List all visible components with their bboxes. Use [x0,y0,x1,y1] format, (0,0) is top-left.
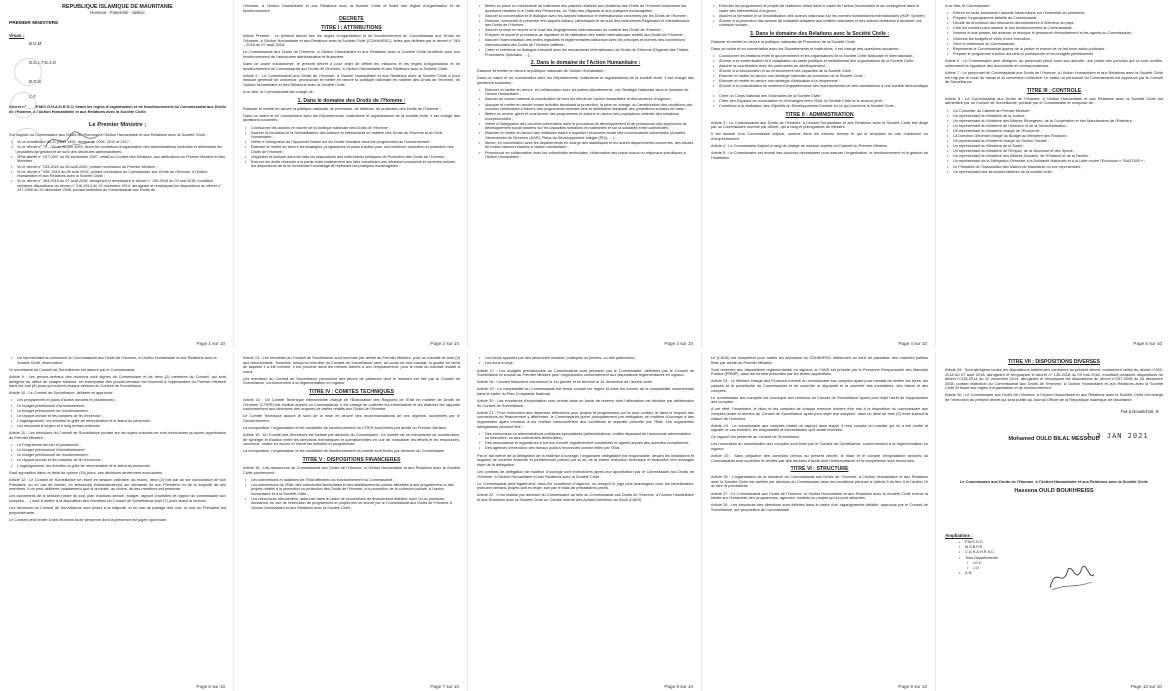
title-heading: TITRE IV : COMITES TECHNIQUES [308,389,395,396]
list-item: • Représente le Commissariat auprès de la justice et exerce de ce fait toute action judiciaire ; [953,47,1163,52]
paragraph: Article 17 : Les budgets prévisionnels du Commissariat sont préparés par le Commissaire, délibérés par le Conseil de Surveillance et soumis au Premier Ministre pour l’approbation conformément aux dispositions réglementaires en vigueur. [477,367,694,378]
paragraph: Elaborer et mettre en œuvre la politique nationale de promotion, de défense, de protection des Droits de l’Homme ; [243,105,441,111]
list-item: • Des entreprises ou administrations publiques spécialisées (administrations, entités disposant de l’autonomie administrative ou financière, ou des collectivités territoriales) ; [485,432,694,441]
list-item: • Elaborer et mettre en œuvre des initiatives visant à impulser l’économie locale des communautés vulnérables (Activités Génératrices de Revenus (AGR), Plans de Développement Intégré (PDI), …) ; [485,131,694,140]
paragraph: Article 27 : Le Commissariat aux Droits de l’Homme, à l’Action Humanitaire et aux Relations avec la Société Civile exerce la tutelle sur l’ensemble des programmes, agences, instituts ou projets qui lui sont rattachés. [711,490,928,501]
list-item: • Appuyer et mettre en œuvre toutes activités favorisant la protection, la prise en charge, ou l’amélioration des conditions des couches vulnérables à travers des programmes orientés vers la distribution équitable des prestations sociales de base ; [485,103,694,112]
title-heading: TITRE III : CONTROLE [1026,87,1082,94]
ampliations-label: Ampliations : [945,533,973,539]
list-item: • Contribuer à la réalisation des Objectifs du Développement Durable en ce qui concerne la Société Civile ; [719,104,928,109]
paragraph: Article 15 : Un Comité des Directeurs est institué par décision du Commissaire. Ce comité est un mécanisme de coordination, de synergie et d’action entre les directions thématiques et opérationnelles en vue de mutualiser les efforts et les ressources, concevoir, mettre en œuvre et suivre les activités et programmes. [243,432,460,447]
list-item: • Vu le décret n° 157-2007 du 06 septembre 2007, relatif au Conseil des Ministres, aux attributions du Premier Ministre et des Ministres ; [17,155,226,164]
list-item: • Un représentant des structures faîtières de la société civile ; [953,170,1163,175]
official-seal-stamp [14,58,42,86]
page-number: Page 6 sur 10 [196,684,225,689]
list-item: • Tous Départements [965,556,1163,561]
list-item: • Les subventions de l’Etat, des collectivités territoriales et des établissements publics affectées à des programmes ou des projets relatifs à la promotion ou protection des Droits de l’Homme, à la promotion de la cohésion sociale, à l’action humanitaire et à la Société Civile ; [251,483,460,497]
bullet-list [945,11,1163,56]
paragraph: Article 19 : La comptabilité du Commissariat est tenue suivant les règles et dans les formes de la comptabilité commerciale dans le cadre du Plan Comptable National. [477,386,694,396]
list-item: • Le budget prévisionnel de fonctionnement ; [17,453,226,458]
section-heading: 3. Dans le domaine des Relations avec la Société Civile : [749,30,890,37]
intro-paragraph: Sur rapport du Commissaire aux Droits de l’Homme, à l’Action Humanitaire et aux Relations avec la Société Civile ; [9,132,208,138]
page-6 [0,352,234,691]
bullet-list [711,4,928,28]
list-item: • Un représentant du Ministère chargé de l’Action Sociale ; [953,139,1163,144]
paragraph: Article 20 : Les excédents d’exploitation sont versés dans un fonds de réserve dont l’affectation est décidée par délibération du Conseil de Surveillance. [477,398,694,408]
paragraph: Sauf opposition dans un délai de quinze (15) jours, ces décisions deviennent exécutoires. [9,470,164,475]
list-item: • Assurer la concertation et le dialogue avec les acteurs nationaux et internationaux concernés par les Droits de l’Homme ; [485,14,694,19]
list-item: • Prépare l’organigramme détaillé du Commissariat ; [953,16,1163,21]
list-item: • Un représentant du Ministère de l’Emploi, de la Jeunesse et des Sports ; [953,149,1163,154]
list-item: • Mettre en place un mécanisme de traitement des plaintes relatives aux violations des Droits de l’Homme notamment les questions relatives à la Traite des Personnes, au Trafic des Migrants et aux pratiques esclavagistes ; [485,4,694,13]
paragraph: Article 30 : Le Commissaire aux Droits de l’Homme, à l’Action Humanitaire et aux Relations avec la Société Civile est chargé de l’exécution du présent décret qui sera publié au Journal Officiel de la République Islamique de Mauritanie. [945,392,1163,403]
list-item: • Veiller à l’intégration de l’Approche Basée sur les Droits Humains dans les programmes du Gouvernement ; [251,140,460,145]
paragraph: Par le fait même de la délégation de la maîtrise d’ouvrage, l’organisme délégataire est responsable, devant les institutions et organes de contrôle financier et juridictionnel prévus par la loi, de la bonne exécution technique et financière des ouvrages objet de la délégation. [477,452,694,467]
bottom-row [0,352,1170,691]
list-item: • Préparer et suivre le processus de signature et de ratification des traités internationaux relatifs aux Droits de l’Homme ; [485,33,694,38]
list-item: • Mettre en œuvre, gérer et coordonner des programmes et actions en faveur des populations victimes des situations exceptionnelles ; [485,112,694,121]
paragraph: Le (CIAIS) est compétent pour toutes les dépenses du CDHAHRSC inférieures au seuil de passation des marchés publics fixés par arrêté du Premier Ministre. [711,355,928,365]
page-10 [936,352,1170,691]
page-8 [468,352,702,691]
list-item: • Ordonne les budgets et veille à leur exécution ; [953,37,1163,42]
page-number: Page 10 sur 10 [1130,684,1162,689]
visa-item: B.O.M [29,41,42,46]
list-item: • Un représentant du Ministère des Affaires Sociales, de l’Enfance et de la Famille ; [953,154,1163,159]
list-item: • Les fonds apportés par des personnes morales, publiques ou privées, ou des particuliers ; [485,356,694,361]
list-item: • Le rapport annuel et les comptes de fin d’exercice ; [17,458,226,463]
motto: Honneur - Fraternité - Justice [90,10,145,15]
list-item: • Un représentant du Ministère de l’Intérieur et de la Décentralisation ; [953,124,1163,129]
paragraph: Les membres du Conseil de Surveillance perçoivent des jetons de présence dont le montant est fixé par le Conseil de Surveillance, conformément à la réglementation en vigueur. [243,375,460,386]
title-heading: TITRE V : DISPOSITIONS FINANCIERES [302,457,401,463]
list-item: • Vu le décret n° 263-2018 du 07 août 2018, abrogeant et remplaçant le décret n° 135-2018 du 03 mai 2018, modifiant certaines dispositions du décret n° 216-2014 du 12 novembre 2014, abrogeant et remplaçant les dispositions du décret n° 247-2008 du 24 décembre 2008, portant institution du Commissariat aux Droits de [17,179,226,193]
paragraph: Dans ce cadre et en concertation avec les Départements, institutions et organisations de la société civile, il est chargé des questions suivantes : [243,112,460,123]
list-item: • P.M/S.G.G [965,540,1163,545]
page-number: Page 9 sur 10 [898,684,927,689]
place-and-date: Fait à Nouakchott, le [1120,408,1159,414]
paragraph: Les contrats de délégation de maîtrise d’ouvrage sont exécutoires après leur approbation par le Commissaire aux Droits de l’Homme, à l’Action Humanitaire et aux Relations avec la Société Civile. [477,469,694,479]
paragraph: Article 6 : Le Commissaire peut déléguer, au personnel placé sous son autorité, une partie des pouvoirs qui lui sont confiés, notamment la signature des documents et correspondances. [945,58,1163,68]
page-number: Page 7 sur 10 [430,684,459,689]
paragraph: Dans ce cadre et en concertation avec les Départements, institutions et organisations de la société civile, il est chargé des questions suivantes : [477,75,694,85]
list-item: • Vu le décret n° 75 – 93 du 06 juin 1993, fixant les conditions d’organisation des administrations centrales et définissant les modalités de gestion et de suivi des structures administratives ; [17,145,226,154]
paragraph: Il est assisté d’un Commissaire Adjoint, nommé dans les mêmes formes et qui le remplace en cas d’absence ou d’empêchement. [711,131,928,141]
list-item: • Œuvrer à la structuration et au renforcement des capacités de la Société Civile ; [719,69,928,74]
considerants-list [9,140,226,192]
title-heading: TITRE I : ATTRIBUTIONS [321,25,382,32]
ampliations-list [945,540,1163,575]
title-heading: TITRE VII : DISPOSITIONS DIVERSES [1008,359,1100,365]
list-item: • Les dons et legs. [485,361,694,366]
paragraph: A ce titre, le Commissaire : [945,3,992,8]
list-item: • Créer un Corps National des Volontaires de la Société Civile ; [719,94,928,99]
paragraph: Ce rapport est présenté au Conseil de Surveillance. [711,434,801,440]
list-item: • Vu le décret n° 339- 2019 du 08 août 2019, portant nomination du Commissaire aux Droits de l’Homme, à l’Action Humanitaire et aux Relations avec la Société Civile ; [17,170,226,179]
page-7 [234,352,468,691]
paragraph: Article 12 : Le Conseil de Surveillance se réunit en session ordinaire, au moins, deux (2) fois par an sur convocation de son Président, ou en cas de besoin, en session(s) extraordinaire(s) sur demande de son Président ou de la majorité de ses membres. Il ne peut délibérer valablement que si la moitié, au moins, de ses membres est présente. [9,477,226,492]
list-item: • Vu le décret n° 153-2020 du 06 août 2020, portant nomination du Premier Ministre ; [17,165,226,170]
list-item: • Exécuter les programmes et projets de résilience cibles dans le cadre de l’action humanitaire et de contingence dans le cadre des interventions d’urgence ; [719,4,928,13]
list-item: • Les programmes et plans d’action annuels et pluriannuels ; [17,398,226,403]
visas-label: Visas : [9,34,25,39]
lead-paragraph: l’Homme, à l’Action Humanitaire et aux Relations avec la Société Civile et fixant ses règles d’organisation et de fonctionnement. [243,3,460,13]
list-item: • Assurer la formation et la Sensibilisation des Acteurs et intervenants en matière des Droits de l’Homme et du Droit Humanitaire ; [251,131,460,140]
paragraph: Article Premier : Le présent décret fixe les règles d’organisation et de fonctionnement du Commissariat aux Droits de l’Homme, à l’Action Humanitaire et aux Relations avec la Société Civile (CDHAHRSC), telles que définies par le décret n° 263 – 2018 du 07 août 2018. [243,33,460,48]
paragraph: Article 8 : Le Commissariat aux Droits de l’Homme, à l’Action Humanitaire et aux Relations avec la Société Civile est administré par un Conseil de Surveillance, présidé par le Commissaire et composé de : [945,95,1163,106]
list-item: • Crée les comités pour assurer le bon fonctionnement du Commissariat ; [953,26,1163,31]
paragraph: Sont réservés aux dispositions réglementaires en vigueur, le CIAIS est présidé par la Personne Responsable des Marchés Publics (PRMP), dans les formes prescrites par les textes applicables. [711,366,928,377]
page-number: Page 5 sur 10 [1133,341,1162,346]
page-number: Page 8 sur 10 [664,684,693,689]
list-item: • Prépare le programme d’action annuels et pluriannuels et les budgets prévisionnels. [953,52,1163,57]
list-item: • Le budget prévisionnel d’investissement ; [17,404,226,409]
paragraph: Article 10 : Le Conseil de Surveillance, délibère et approuve : [9,390,115,396]
title-heading: TITRE II : ADMINISTRATION [785,111,854,118]
list-item: • Assurer au niveau national la coordination de tous les efforts de l’action humanitaire et des secteurs d’urgence ; [485,97,694,102]
list-item: • Créer des Espaces de concertation et d’échanges entre l’Etat, la Société Civile et le secteur privé ; [719,99,928,104]
paragraph: Article 22 : Il est institué par décision du Commissaire au sein du Commissariat aux Droits de l’Homme, à l’Action Humanitaire et aux Relations avec la Société Civile un Comité Interne des Achats Inférieurs au Seuil (CIAIS). [477,492,694,503]
paragraph: A ce titre, le Commissariat est chargé de : [243,89,316,95]
list-item: • Un représentant du Ministère de la Justice ; [953,114,1163,119]
paragraph: Les honoraires du commissaire aux comptes sont fixés par le Conseil de Surveillance, conformément à la réglementation en vigueur. [711,441,928,451]
paragraph: Elaborer et mettre en œuvre la politique nationale de l’Action Humanitaire ; [477,68,606,74]
list-item: • Des agences d’exécution des travaux publics reconnues comme telles par l’Etat. [485,446,694,451]
section-heading: 2. Dans le domaine de l’Action Humanitaire : [530,60,641,67]
page-number: Page 3 sur 10 [664,341,693,346]
paragraph: Dans ce cadre et en concertation avec les Départements et institutions, il est chargé des questions suivantes : [711,45,901,51]
list-item: • Créer et entretenir un dialogue interactif avec les mécanismes internationaux de Droits de l’Homme (Organes des Traités, Procédures Spéciales, …) ; [485,48,694,57]
list-item: • A.N [965,571,1163,576]
list-item: • Vu la constitution du 20 juillet 1991, révisée en 2006, 2012 et 2017 ; [17,140,226,145]
page-4 [702,0,936,348]
prime-minister-name: Mohamed OULD BILAL MESSOUD [1008,435,1100,442]
paragraph: Article 18 : L’année financière commence le 1er janvier et se termine le 31 décembre de l’année civile. [477,379,653,385]
bullet-list [477,88,694,160]
bullet-list [9,356,226,365]
bullet-list [711,54,928,109]
page-9 [702,352,936,691]
paragraph: Article 9 : Les procès-verbaux des réunions sont signés du Commissaire et de deux (2) membres du Conseil, qui sont désignés au début de chaque session. Un exemplaire des procès-verbaux est transmis à l’approbation du Premier Ministre dans les huit (8) jours qui suivent chaque session du Conseil de Surveillance. [9,374,226,389]
ministry-label: PREMIER MINISTERE [9,21,59,26]
list-item: • Elaborer et mettre en œuvre les stratégies, programmes et plans d’action pour une meilleure promotion et protection des Droits de l’Homme ; [251,145,460,154]
list-item: • Le budget prévisionnel d’investissement ; [17,448,226,453]
list-item: • Exercer les droits réservés à la partie civile relativement aux faits constituant une infraction poursuivie et réprimée suivant les dispositions de la loi incriminant l’esclavage et réprimant les pratiques esclavagistes ; [251,160,460,169]
list-item: • Décide de la création des structures déconcentrées à l’intérieur du pays ; [953,21,1163,26]
paragraph: Article 26 : L’organisation de la structure du Commissariat aux Droits de l’Homme, à l’Action Humanitaire et aux Relations avec la Société Civile est arrêtée par décision du Commissaire dans les conditions prévues à l’article 5 du titre II et l’article 10 du titre III précédents. [711,474,928,489]
paragraph: Article 23 : Le Ministre chargé des Finances nomme un commissaire aux comptes ayant pour mandat de vérifier les livres, les caisses et le portefeuille du Commissariat et de contrôler la régularité et la sincérité des inventaires, des bilans et des comptes. [711,378,928,393]
list-item: • Vulgariser et traduire dans les faits les dispositions des instruments juridiques de Protection des Droits de l’Homme ; [251,155,460,160]
paragraph: Le Commissariat aux Droits de l’Homme, à l’Action Humanitaire et aux Relations avec la Société Civile bénéficie pour son fonctionnement de l’autonomie administrative et financière. [243,49,460,60]
list-item: • Elaborer et mettre en œuvre une stratégie nationale de promotion de la Société Civile ; [719,74,928,79]
bullet-list [9,443,226,468]
list-item: • Un représentant du Ministère chargé de l’Economie ; [953,129,1163,134]
paragraph: Les documents de la session (ordre du jour, plan d’actions annuel, budget, rapport d’activités et rapport du commissaire aux comptes, …) sont à mettre à la disposition des membres du Conseil de Surveillance sept (7) jours avant la réunion. [9,493,226,503]
paragraph: Article 29 : Sont abrogées toutes les dispositions antérieures contraires au présent décret, notamment celles du décret n°263-2018 du 07 août 2018, abrogeant et remplaçant le décret n° 135-2018 du 03 mai 2018, modifiant certaines dispositions du décret n°216-2014 du 12 novembre 2014, abrogeant et remplaçant les dispositions du décret n°247-2008 du 24 décembre 2008, portant institution du Commissariat aux Droits de l’Homme, à l’Action Humanitaire et aux Relations avec la Société Civile et fixant ses règles d’organisation et de fonctionnement. [945,367,1163,391]
commissioner-title: Le Commissaire aux Droits de l’Homme, à l’Action Humanitaire et aux Relations avec la Société Civile [960,478,1148,484]
list-item: • Le rapport annuel et les comptes de fin d’exercice ; [17,414,226,419]
paragraph: Le Commissariat peut également, dans les conditions d’urgence, ou lorsqu’il le juge plus avantageux pour les bénéficiaires, exécuter certains projets soit en régie, soit par le biais de prestataires privés. [477,480,694,491]
list-item: • Promouvoir en collaboration avec les collectivités territoriales, l’élaboration des plans locaux ou régionaux spécifiques à l’Action Humanitaire ; [485,151,694,160]
paragraph: A cet effet, l’inventaire, le bilan et les comptes de chaque exercice doivent être mis à la disposition du commissaire aux comptes avant la réunion du Conseil de Surveillance ayant pour objet leur adoption, dans un délai de trois (3) mois suivant la clôture de l’exercice. [711,406,928,421]
page-5 [936,0,1170,348]
list-item: • Un représentant du personnel du Commissariat aux Droits de l’Homme, à l’Action Humanitaire et aux Relations avec la Société Civile, observateur. [17,356,226,365]
paragraph: Article 11 : Les décisions du Conseil de Surveillance portant sur les sujets suivants ne sont exécutoires qu’après approbation du Premier Ministre : [9,430,226,441]
decrete-heading: DECRETE [339,16,364,23]
paragraph: Article 16 : Les ressources du Commissariat aux Droits de l’Homme, à l’Action Humanitaire et aux Relations avec la Société Civile proviennent : [243,465,460,475]
paragraph: La composition, l’organisation et les modalités de fonctionnement du comité sont fixées par décision du Commissaire. [243,448,446,454]
list-item: • Exerce en toute autonomie l’autorité hiérarchique sur l’ensemble du personnel ; [953,11,1163,16]
list-item: • Un Conseiller du Cabinet du Premier Ministre ; [953,109,1163,114]
paragraph: Article 13 : Les membres du Conseil de Surveillance sont nommés par arrêté du Premier Ministre, pour un mandat de trois (3) ans renouvelable. Toutefois, lorsqu’un membre du Conseil de Surveillance perd, au cours de son mandat, la qualité en vertu de laquelle il a été nommé, il est procédé dans les mêmes formes à son remplacement, pour le reste du mandat restant à courir. [243,355,460,374]
page-number: Page 2 sur 10 [430,341,459,346]
visa-item: D.G.L.T.E.J.O [29,60,57,65]
paragraph: Article 25 : Sans préjudice des contrôles prévus au présent décret, le bilan et le compte d’exploitation annuels du Commissariat sont contrôlés et vérifiés par des bureaux d’audit dont l’indépendance et la compétence sont reconnues. [711,453,928,463]
paragraph: Les décisions du Conseil de Surveillance sont prises à la majorité, et en cas de partage des voix, la voix du Président est prépondérante. [9,505,226,515]
list-item: • Œuvrer à la consolidation du sentiment d’appartenance des mauritaniennes et des mauritaniens à une société démocratique ; [719,84,928,93]
list-item: • Nomme à tous postes, fait avancer et révoque le personnel d’encadrement et les agents du Commissariat ; [953,31,1163,36]
paragraph: Article 5 : Le Commissaire est investi des pouvoirs nécessaires pour assurer l’organisation, le fonctionnement et la gestion de l’Institution. [711,150,928,160]
list-item: • Des associations et organismes à but non lucratif, régulièrement constituées et agréés auprès des autorités compétentes ; [485,441,694,446]
list-item: • Assurer la formation et la Sensibilisation des acteurs nationaux sur les normes humanitaires internationales (HAP, Sphère) ; [719,14,928,19]
list-item: • J.O [973,566,1163,571]
paragraph: Le Comité Technique assure le suivi de la mise en œuvre des recommandations de ces organes, acceptées par le Gouvernement. [243,413,460,423]
paragraph: La composition, l’organisation et les modalités de fonctionnement du CTIER sont fixées par arrêté du Premier Ministre. [243,425,448,431]
list-item: • Assurer l’harmonisation des textes législatifs et réglementaires nationaux avec les principes et normes des conventions internationales des Droits de l’Homme ratifiées ; [485,38,694,47]
bullet-list [243,478,460,511]
paragraph: Le secrétariat du Conseil de Surveillance est assuré par le Commissariat. [9,367,136,372]
bullet-list [477,432,694,451]
page-number: Page 1 sur 10 [196,341,225,346]
bullet-list [9,398,226,428]
official-seal-stamp [10,92,36,118]
paragraph: Article 14 : Un Comité Technique Intersectoriel chargé de l’Elaboration des Rapports de l’Etat en matière de Droits de l’Homme (CTIER) est institué auprès du Commissariat. Il est chargé de collecter les informations et les élaborer les rapports conformément aux directives des organes de traités relatifs aux Droits de l’Homme. [243,397,460,412]
list-item: • Un représentant du Ministère de la Santé ; [953,144,1163,149]
list-item: • Les emprunts à moyen et à long termes externes. [17,424,226,429]
list-item: • Les ressources rétrocédées, obtenues dans le cadre de conventions de financement établies, avec un ou plusieurs donateurs, en vue de l’exécution de programmes et projets mis en œuvre par le Commissariat aux Droits de l’Homme à l’Action Humanitaire et aux Relations avec la Société Civile ; [251,497,460,511]
list-item: • C.D.H.A.H.R.S.C [965,550,1163,555]
list-item: • Un représentant du Ministère des Affaires Étrangères, de la Coopération et des Mauritaniens de l’Extérieur ; [953,119,1163,124]
list-item: • Mener, en concertation avec les départements en charge des statistiques et les autres départements concernés, des études de toutes natures relatives à l’action humanitaire ; [485,141,694,150]
paragraph: Article 2 : Le Commissariat aux Droits de l’Homme, à l’Action Humanitaire et aux Relations avec la Société Civile a pour mission générale de concevoir, promouvoir et mettre en œuvre la politique nationale en matière des Droits de l’Homme, de l’Action Humanitaire et des Relations avec la Société Civile. [243,72,460,88]
list-item: • Œuvrer à la promotion des actions de solidarité adaptées aux réalités nationales et des actions destinées à favoriser une cohésion sociale ; [719,19,928,28]
list-item: • I.G.E [973,561,1163,566]
republic-header: REPUBLIQUE ISLAMIQUE DE MAURITANIE [62,4,173,10]
list-item: • Les subventions et dotations de l’Etat affectées au fonctionnement du Commissariat ; [251,478,460,483]
list-item: • Assurer la mise en œuvre et le suivi des Engagements Internationaux en matière des Droits de l’Homme ; [485,28,694,33]
list-item: • Le Programme annuel et pluriannuel ; [17,443,226,448]
list-item: • M.S.B.P.R [965,545,1163,550]
visa-item: C.F [29,94,37,99]
decree-title: Décret n°____/P.M/C.D.H.A.H.R.S.C/ fixant les règles d’organisation et de fonctionnement du Commissariat aux Droits de l’Homme, à l’Action Humanitaire et aux Relations avec la Société Civile [9,104,226,114]
list-item: • Le Président de l’Association des Maires de Mauritanie ou son représentant ; [953,165,1163,170]
title-heading: TITRE VI : STRUCTURE [790,466,849,473]
list-item: • Un représentant de la Délégation Générale à la Solidarité Nationale et à la Lutte contre l’Exclusion « TAAZOUR » ; [953,159,1163,164]
list-item: • Le budget prévisionnel de fonctionnement ; [17,409,226,414]
page-number: Page 4 sur 10 [898,341,927,346]
paragraph: Le commissaire aux comptes est convoqué aux réunions du Conseil de Surveillance ayant pour objet l’arrêt de l’approbation des comptes. [711,394,928,405]
paragraph: Article 28 : Les structures des directions sont définies dans le cadre d’un organigramme détaillé, approuvé par le Conseil de Surveillance, sur proposition du Commissaire. [711,502,928,512]
paragraph: Article 21 : Pour l’exécution des dépenses effectuées pour projets et programmes qui lui sont confiés, et dans le respect des conventions de financement y afférentes, le Commissariat opère principalement par délégation de maîtrise d’ouvrage à des organismes ayant vocation à les réaliser conformément aux conditions et objectifs prescrits par l’Etat. Les organismes délégataires peuvent être : [477,409,694,429]
paragraph: Dans ce cadre d’autonomie, le présent décret a pour objet de définir les missions et les règles d’organisation et de fonctionnement du Commissariat aux Droits de l’Homme, à l’Action Humanitaire et aux Relations avec la Société Civile. [243,61,460,71]
list-item: • Coordonner les actions en œuvre de la politique nationale des Droits de l’Homme ; [251,126,460,131]
list-item: • Veiller à l’intégration des couches vulnérables dans le processus de développement et de promouvoir des approches de développement social fondées sur les capacités humaines et matérielles et sur la solidarité entre collectivités ; [485,122,694,131]
list-item: • La Direction Générale chargé du Budget au Ministère des Finances ; [953,134,1163,139]
list-item: • Coordonner les relations entre le gouvernement et les organisations de la Société Civile Nationale et Internationale ; [719,54,928,59]
bullet-list [243,126,460,169]
list-item: • Elaborer et mettre en œuvre une stratégie d’éducation à la citoyenneté ; [719,79,928,84]
list-item: • L’organigramme, les échelles et grille de rémunération et le statut du personnel. [17,464,226,469]
page-2 [234,0,468,348]
bullet-list [945,109,1163,175]
commissioner-name: Hassena OULD BOUKHREISS [1014,488,1094,495]
list-item: • Assurer la coordination avec les partenaires au développement ; [719,64,928,69]
paragraph: Article 4 : Le Commissaire Adjoint a rang de chargé de mission auprès du Cabinet du Premier Ministre. [711,143,889,149]
visa-item: D.G.B [29,79,41,84]
paragraph: Elaborer et mettre en œuvre la politique nationale de Promotion de la Société Civile. [711,38,856,44]
paragraph: Article 24 : Le commissaire aux comptes établit un rapport dans lequel il rend compte du mandat qui lui a été confié et signale, le cas échéant, les irrégularités et inexactitudes qu’il aurait relevées. [711,422,928,433]
page-3 [468,0,702,348]
list-item: • Elaborer et mettre en œuvre, en collaboration avec les autres départements, une Stratégie Nationale dans le domaine de l’Action Humanitaire ; [485,88,694,97]
paragraph: Article 3 : Le Commissariat aux Droits de l’Homme, à l’Action Humanitaire et aux Relations avec la Société Civile est dirigé par un Commissaire nommé par décret, qui a rang et prérogatives de Ministre. [711,119,928,130]
list-item: • L’organigramme, les échelles et grille de rémunération et le statut du personnel ; [17,419,226,424]
bullet-list [477,4,694,57]
page-1 [0,0,234,348]
list-item: • Œuvrer à la modernisation et à l’adaptation du cadre juridique et institutionnel des organisations de la Société Civile ; [719,59,928,64]
list-item: • Gère le patrimoine du Commissariat ; [953,42,1163,47]
paragraph: Le Conseil peut inviter à ses réunions toute personne dont la présence est jugée opportune. [9,516,168,522]
list-item: • Elaborer, soumettre et présenter les rapports initiaux, périodiques et de suivi des instruments Régionaux et Internationaux des Droits de l’Homme ; [485,19,694,28]
paragraph: Article 7 : Le personnel du Commissariat aux Droits de l’Homme, à l’Action Humanitaire et aux Relations avec la Société Civile est régi par le code du travail et la convention collective. Le statut du personnel du Commissariat est approuvé par le Conseil de Surveillance. [945,70,1163,85]
bullet-list [477,356,694,366]
prime-minister-heading: Le Premier Ministre ; [88,122,147,129]
section-heading: 1. Dans le domaine des Droits de l’Homme : [297,97,406,104]
date-stamp: 1 3 JAN 2021 [1086,432,1149,440]
